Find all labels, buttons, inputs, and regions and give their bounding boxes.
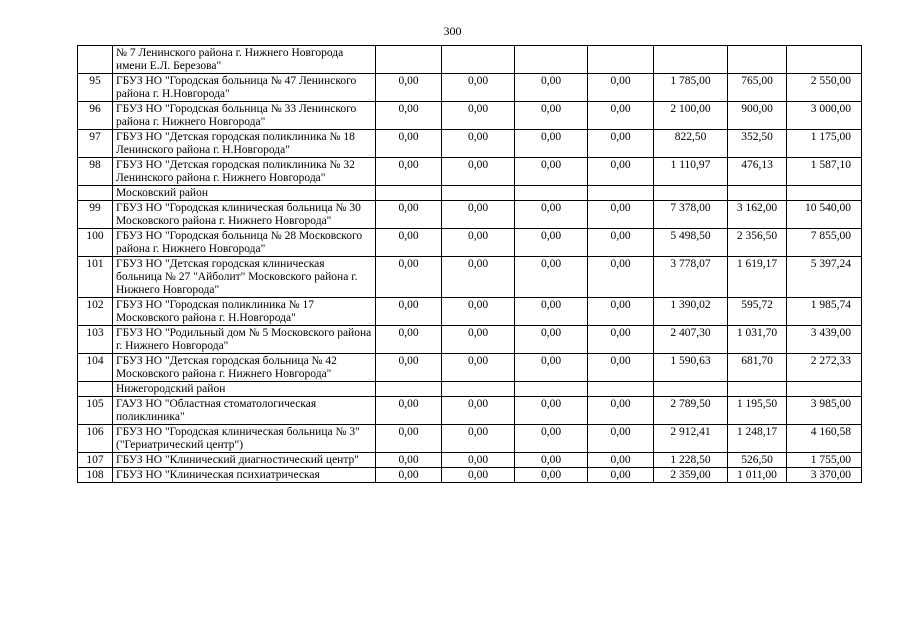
value-cell: 0,00 xyxy=(588,326,654,354)
institution-name: ГБУЗ НО "Городская больница № 47 Ленинского района г. Н.Новгорода" xyxy=(113,74,376,102)
value-cell: 4 160,58 xyxy=(787,425,862,453)
section-empty-cell xyxy=(654,382,728,397)
value-cell: 0,00 xyxy=(588,130,654,158)
value-cell: 0,00 xyxy=(376,468,442,483)
value-cell: 0,00 xyxy=(376,74,442,102)
value-cell: 0,00 xyxy=(515,130,588,158)
section-empty-cell xyxy=(515,186,588,201)
value-cell: 0,00 xyxy=(588,201,654,229)
institution-name: ГБУЗ НО "Клиническая психиатрическая xyxy=(113,468,376,483)
row-number: 100 xyxy=(78,229,113,257)
section-empty-cell xyxy=(442,186,515,201)
value-cell: 0,00 xyxy=(442,229,515,257)
value-cell: 0,00 xyxy=(376,397,442,425)
value-cell: 0,00 xyxy=(515,453,588,468)
value-cell: 3 439,00 xyxy=(787,326,862,354)
value-cell: 0,00 xyxy=(442,468,515,483)
value-cell: 1 011,00 xyxy=(728,468,787,483)
table-row xyxy=(78,102,862,130)
value-cell: 0,00 xyxy=(376,298,442,326)
value-cell: 2 359,00 xyxy=(654,468,728,483)
value-cell xyxy=(787,46,862,74)
value-cell: 0,00 xyxy=(588,74,654,102)
value-cell: 1 195,50 xyxy=(728,397,787,425)
value-cell: 0,00 xyxy=(442,453,515,468)
allocation-table xyxy=(77,45,862,483)
value-cell: 0,00 xyxy=(515,326,588,354)
table-row xyxy=(78,354,862,382)
value-cell: 1 619,17 xyxy=(728,257,787,298)
institution-name: ГБУЗ НО "Детская городская клиническая больница № 27 "Айболит" Московского района г. Нижнего Новгорода" xyxy=(113,257,376,298)
table-row xyxy=(78,46,862,74)
value-cell: 0,00 xyxy=(515,229,588,257)
section-empty-cell xyxy=(376,382,442,397)
value-cell: 10 540,00 xyxy=(787,201,862,229)
value-cell: 1 590,63 xyxy=(654,354,728,382)
value-cell: 0,00 xyxy=(515,158,588,186)
value-cell: 1 755,00 xyxy=(787,453,862,468)
value-cell: 2 407,30 xyxy=(654,326,728,354)
value-cell: 2 550,00 xyxy=(787,74,862,102)
value-cell: 0,00 xyxy=(376,158,442,186)
value-cell: 0,00 xyxy=(588,229,654,257)
section-empty-cell xyxy=(728,382,787,397)
section-label: Московский район xyxy=(113,186,376,201)
row-number: 108 xyxy=(78,468,113,483)
section-row xyxy=(78,186,862,201)
institution-name: ГБУЗ НО "Детская городская больница № 42 Московского района г. Нижнего Новгорода" xyxy=(113,354,376,382)
value-cell: 0,00 xyxy=(442,257,515,298)
value-cell: 526,50 xyxy=(728,453,787,468)
table-row xyxy=(78,229,862,257)
section-empty-cell xyxy=(728,186,787,201)
value-cell: 0,00 xyxy=(515,74,588,102)
row-number: 96 xyxy=(78,102,113,130)
value-cell: 2 912,41 xyxy=(654,425,728,453)
section-label: Нижегородский район xyxy=(113,382,376,397)
institution-name: ГБУЗ НО "Родильный дом № 5 Московского района г. Нижнего Новгорода" xyxy=(113,326,376,354)
value-cell xyxy=(376,46,442,74)
section-empty-cell xyxy=(654,186,728,201)
value-cell: 0,00 xyxy=(515,102,588,130)
institution-name: ГБУЗ НО "Городская больница № 28 Московского района г. Нижнего Новгорода" xyxy=(113,229,376,257)
institution-name: ГБУЗ НО "Городская клиническая больница № 30 Московского района г. Нижнего Новгорода" xyxy=(113,201,376,229)
table-row xyxy=(78,397,862,425)
value-cell: 822,50 xyxy=(654,130,728,158)
value-cell: 0,00 xyxy=(376,354,442,382)
row-number: 102 xyxy=(78,298,113,326)
institution-name: ГАУЗ НО "Областная стоматологическая поликлиника" xyxy=(113,397,376,425)
value-cell xyxy=(728,46,787,74)
value-cell: 0,00 xyxy=(515,468,588,483)
value-cell: 0,00 xyxy=(515,397,588,425)
value-cell: 0,00 xyxy=(515,257,588,298)
value-cell: 1 031,70 xyxy=(728,326,787,354)
section-row xyxy=(78,382,862,397)
section-empty-cell xyxy=(787,382,862,397)
table-body xyxy=(78,46,862,483)
table-row xyxy=(78,453,862,468)
institution-name: ГБУЗ НО "Городская поликлиника № 17 Московского района г. Н.Новгорода" xyxy=(113,298,376,326)
value-cell: 0,00 xyxy=(442,74,515,102)
value-cell: 681,70 xyxy=(728,354,787,382)
value-cell: 1 985,74 xyxy=(787,298,862,326)
value-cell xyxy=(515,46,588,74)
section-empty-cell xyxy=(515,382,588,397)
value-cell: 1 390,02 xyxy=(654,298,728,326)
value-cell: 1 248,17 xyxy=(728,425,787,453)
value-cell: 0,00 xyxy=(515,354,588,382)
value-cell: 0,00 xyxy=(376,201,442,229)
section-empty-cell xyxy=(588,382,654,397)
row-number: 103 xyxy=(78,326,113,354)
section-empty-cell xyxy=(588,186,654,201)
table-row xyxy=(78,425,862,453)
row-number: 101 xyxy=(78,257,113,298)
value-cell: 5 498,50 xyxy=(654,229,728,257)
table-row xyxy=(78,326,862,354)
section-empty-cell xyxy=(787,186,862,201)
value-cell: 1 785,00 xyxy=(654,74,728,102)
row-number: 105 xyxy=(78,397,113,425)
institution-name: № 7 Ленинского района г. Нижнего Новгорода имени Е.Л. Березова" xyxy=(113,46,376,74)
row-number: 99 xyxy=(78,201,113,229)
row-number: 107 xyxy=(78,453,113,468)
value-cell: 0,00 xyxy=(442,130,515,158)
value-cell: 0,00 xyxy=(376,229,442,257)
value-cell: 2 356,50 xyxy=(728,229,787,257)
value-cell: 0,00 xyxy=(376,425,442,453)
value-cell: 0,00 xyxy=(588,102,654,130)
value-cell: 765,00 xyxy=(728,74,787,102)
value-cell: 1 587,10 xyxy=(787,158,862,186)
value-cell: 0,00 xyxy=(588,354,654,382)
value-cell: 5 397,24 xyxy=(787,257,862,298)
value-cell xyxy=(588,46,654,74)
value-cell: 0,00 xyxy=(588,468,654,483)
row-number: 104 xyxy=(78,354,113,382)
value-cell: 595,72 xyxy=(728,298,787,326)
value-cell: 2 100,00 xyxy=(654,102,728,130)
value-cell: 3 778,07 xyxy=(654,257,728,298)
institution-name: ГБУЗ НО "Детская городская поликлиника № 32 Ленинского района г. Нижнего Новгорода" xyxy=(113,158,376,186)
value-cell: 0,00 xyxy=(588,397,654,425)
institution-name: ГБУЗ НО "Детская городская поликлиника № 18 Ленинского района г. Н.Новгорода" xyxy=(113,130,376,158)
row-number: 97 xyxy=(78,130,113,158)
value-cell: 0,00 xyxy=(376,257,442,298)
value-cell: 3 162,00 xyxy=(728,201,787,229)
value-cell: 0,00 xyxy=(515,425,588,453)
institution-name: ГБУЗ НО "Клинический диагностический центр" xyxy=(113,453,376,468)
institution-name: ГБУЗ НО "Городская клиническая больница № 3" ("Гериатрический центр") xyxy=(113,425,376,453)
value-cell: 0,00 xyxy=(376,130,442,158)
value-cell: 0,00 xyxy=(442,397,515,425)
row-number: 98 xyxy=(78,158,113,186)
value-cell: 352,50 xyxy=(728,130,787,158)
value-cell: 900,00 xyxy=(728,102,787,130)
value-cell: 3 370,00 xyxy=(787,468,862,483)
value-cell: 0,00 xyxy=(515,201,588,229)
row-number: 95 xyxy=(78,74,113,102)
value-cell: 0,00 xyxy=(442,158,515,186)
value-cell: 3 000,00 xyxy=(787,102,862,130)
value-cell: 1 228,50 xyxy=(654,453,728,468)
value-cell: 0,00 xyxy=(588,298,654,326)
table-row xyxy=(78,74,862,102)
value-cell: 0,00 xyxy=(442,326,515,354)
value-cell xyxy=(654,46,728,74)
value-cell: 0,00 xyxy=(376,453,442,468)
value-cell: 0,00 xyxy=(376,326,442,354)
value-cell xyxy=(442,46,515,74)
value-cell: 7 378,00 xyxy=(654,201,728,229)
row-number: 106 xyxy=(78,425,113,453)
section-empty-cell xyxy=(442,382,515,397)
value-cell: 0,00 xyxy=(442,354,515,382)
value-cell: 0,00 xyxy=(442,201,515,229)
page-number: 300 xyxy=(443,24,462,38)
value-cell: 2 272,33 xyxy=(787,354,862,382)
value-cell: 0,00 xyxy=(442,102,515,130)
table-row xyxy=(78,201,862,229)
value-cell: 0,00 xyxy=(442,425,515,453)
value-cell: 0,00 xyxy=(376,102,442,130)
value-cell: 0,00 xyxy=(588,158,654,186)
table-row xyxy=(78,257,862,298)
value-cell: 0,00 xyxy=(588,257,654,298)
row-number xyxy=(78,46,113,74)
value-cell: 0,00 xyxy=(515,298,588,326)
section-num-cell xyxy=(78,382,113,397)
value-cell: 3 985,00 xyxy=(787,397,862,425)
value-cell: 1 110,97 xyxy=(654,158,728,186)
value-cell: 7 855,00 xyxy=(787,229,862,257)
section-num-cell xyxy=(78,186,113,201)
table-row xyxy=(78,468,862,483)
value-cell: 0,00 xyxy=(442,298,515,326)
value-cell: 2 789,50 xyxy=(654,397,728,425)
table-row xyxy=(78,158,862,186)
value-cell: 0,00 xyxy=(588,453,654,468)
table-row xyxy=(78,298,862,326)
value-cell: 0,00 xyxy=(588,425,654,453)
value-cell: 1 175,00 xyxy=(787,130,862,158)
value-cell: 476,13 xyxy=(728,158,787,186)
institution-name: ГБУЗ НО "Городская больница № 33 Ленинского района г. Нижнего Новгорода" xyxy=(113,102,376,130)
section-empty-cell xyxy=(376,186,442,201)
table-row xyxy=(78,130,862,158)
